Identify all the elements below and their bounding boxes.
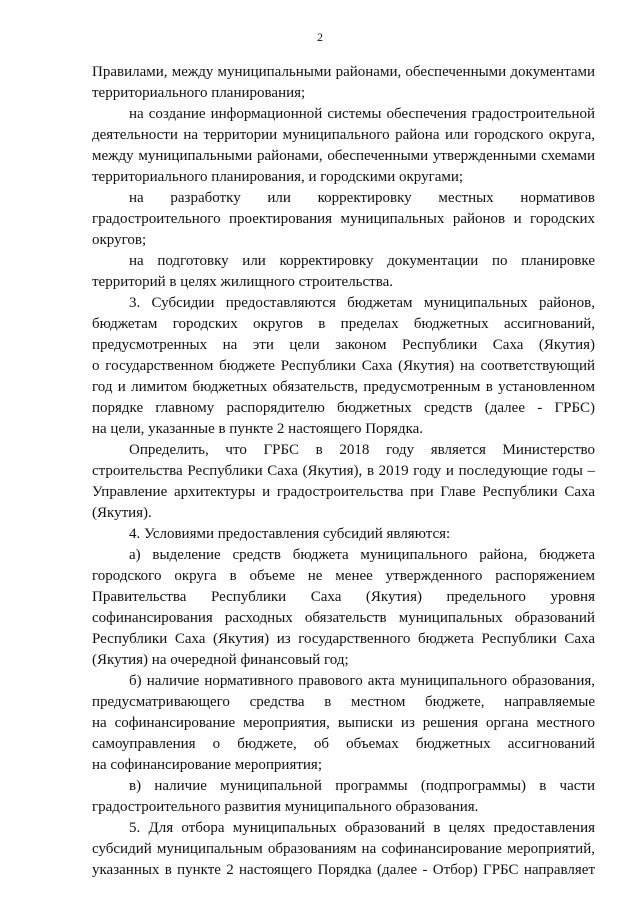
text-line: а) выделение средств бюджета муниципального района, бюджета	[129, 547, 595, 563]
text-line: о государственном бюджете Республики Саха (Якутия) на соответствующий	[92, 358, 595, 374]
text-line: год и лимитом бюджетных обязательств, предусмотренным в установленном	[92, 379, 595, 395]
text-line: (Якутия) на очередной финансовый год;	[92, 652, 349, 668]
text-line: городского округа в объеме не менее утвержденного распоряжением	[92, 568, 595, 584]
text-line: Правительства Республики Саха (Якутия) предельного уровня	[92, 589, 595, 605]
text-line: бюджетам городских округов в пределах бюджетных ассигнований,	[92, 316, 595, 332]
text-line: на софинансирование мероприятия, выписки из решения органа местного	[92, 715, 595, 731]
page-number: 2	[317, 30, 323, 44]
text-line: субсидий муниципальным образованиям на софинансирование мероприятий,	[92, 841, 595, 857]
text-line: Правилами, между муниципальными районами, обеспеченными документами	[92, 64, 595, 80]
text-line: Управление архитектуры и градостроительства при Главе Республики Саха	[92, 484, 595, 500]
text-line: 4. Условиями предоставления субсидий являются:	[129, 526, 451, 542]
text-line: 5. Для отбора муниципальных образований в целях предоставления	[129, 820, 595, 836]
text-line: самоуправления о бюджете, об объемах бюджетных ассигнований	[92, 736, 595, 752]
text-line: на подготовку или корректировку документации по планировке	[129, 253, 595, 269]
text-line: на цели, указанные в пункте 2 настоящего Порядка.	[92, 421, 424, 437]
document-body	[92, 62, 595, 881]
text-line: в) наличие муниципальной программы (подпрограммы) в части	[129, 778, 595, 794]
text-line: б) наличие нормативного правового акта муниципального образования,	[129, 673, 595, 689]
text-line: софинансирования расходных обязательств муниципальных образований	[92, 610, 595, 626]
text-line: на разработку или корректировку местных нормативов	[129, 190, 595, 206]
text-line: строительства Республики Саха (Якутия), в 2019 году и последующие годы –	[92, 463, 595, 479]
text-line: территориального планирования;	[92, 85, 306, 101]
text-line: территориального планирования, и городскими округами;	[92, 169, 464, 185]
text-line: (Якутия).	[92, 505, 152, 521]
text-line: деятельности на территории муниципального района или городского округа,	[92, 127, 595, 143]
text-line: указанных в пункте 2 настоящего Порядка (далее - Отбор) ГРБС направляет	[92, 862, 595, 878]
text-line: между муниципальными районами, обеспеченными утвержденными схемами	[92, 148, 595, 164]
text-line: на софинансирование мероприятия;	[92, 757, 322, 773]
text-line: Республики Саха (Якутия) из государственного бюджета Республики Саха	[92, 631, 595, 647]
text-line: предусматривающего средства в местном бюджете, направляемые	[92, 694, 595, 710]
text-line: округов;	[92, 232, 147, 248]
text-line: на создание информационной системы обеспечения градостроительной	[129, 106, 595, 122]
text-line: территорий в целях жилищного строительства.	[92, 274, 394, 290]
text-line: градостроительного развития муниципального образования.	[92, 799, 479, 815]
text-line: Определить, что ГРБС в 2018 году является Министерство	[129, 442, 595, 458]
text-line: порядке главному распорядителю бюджетных средств (далее - ГРБС)	[92, 400, 595, 416]
text-line: 3. Субсидии предоставляются бюджетам муниципальных районов,	[129, 295, 595, 311]
text-line: предусмотренных на эти цели законом Республики Саха (Якутия)	[92, 337, 595, 353]
text-line: градостроительного проектирования муниципальных районов и городских	[92, 211, 595, 227]
